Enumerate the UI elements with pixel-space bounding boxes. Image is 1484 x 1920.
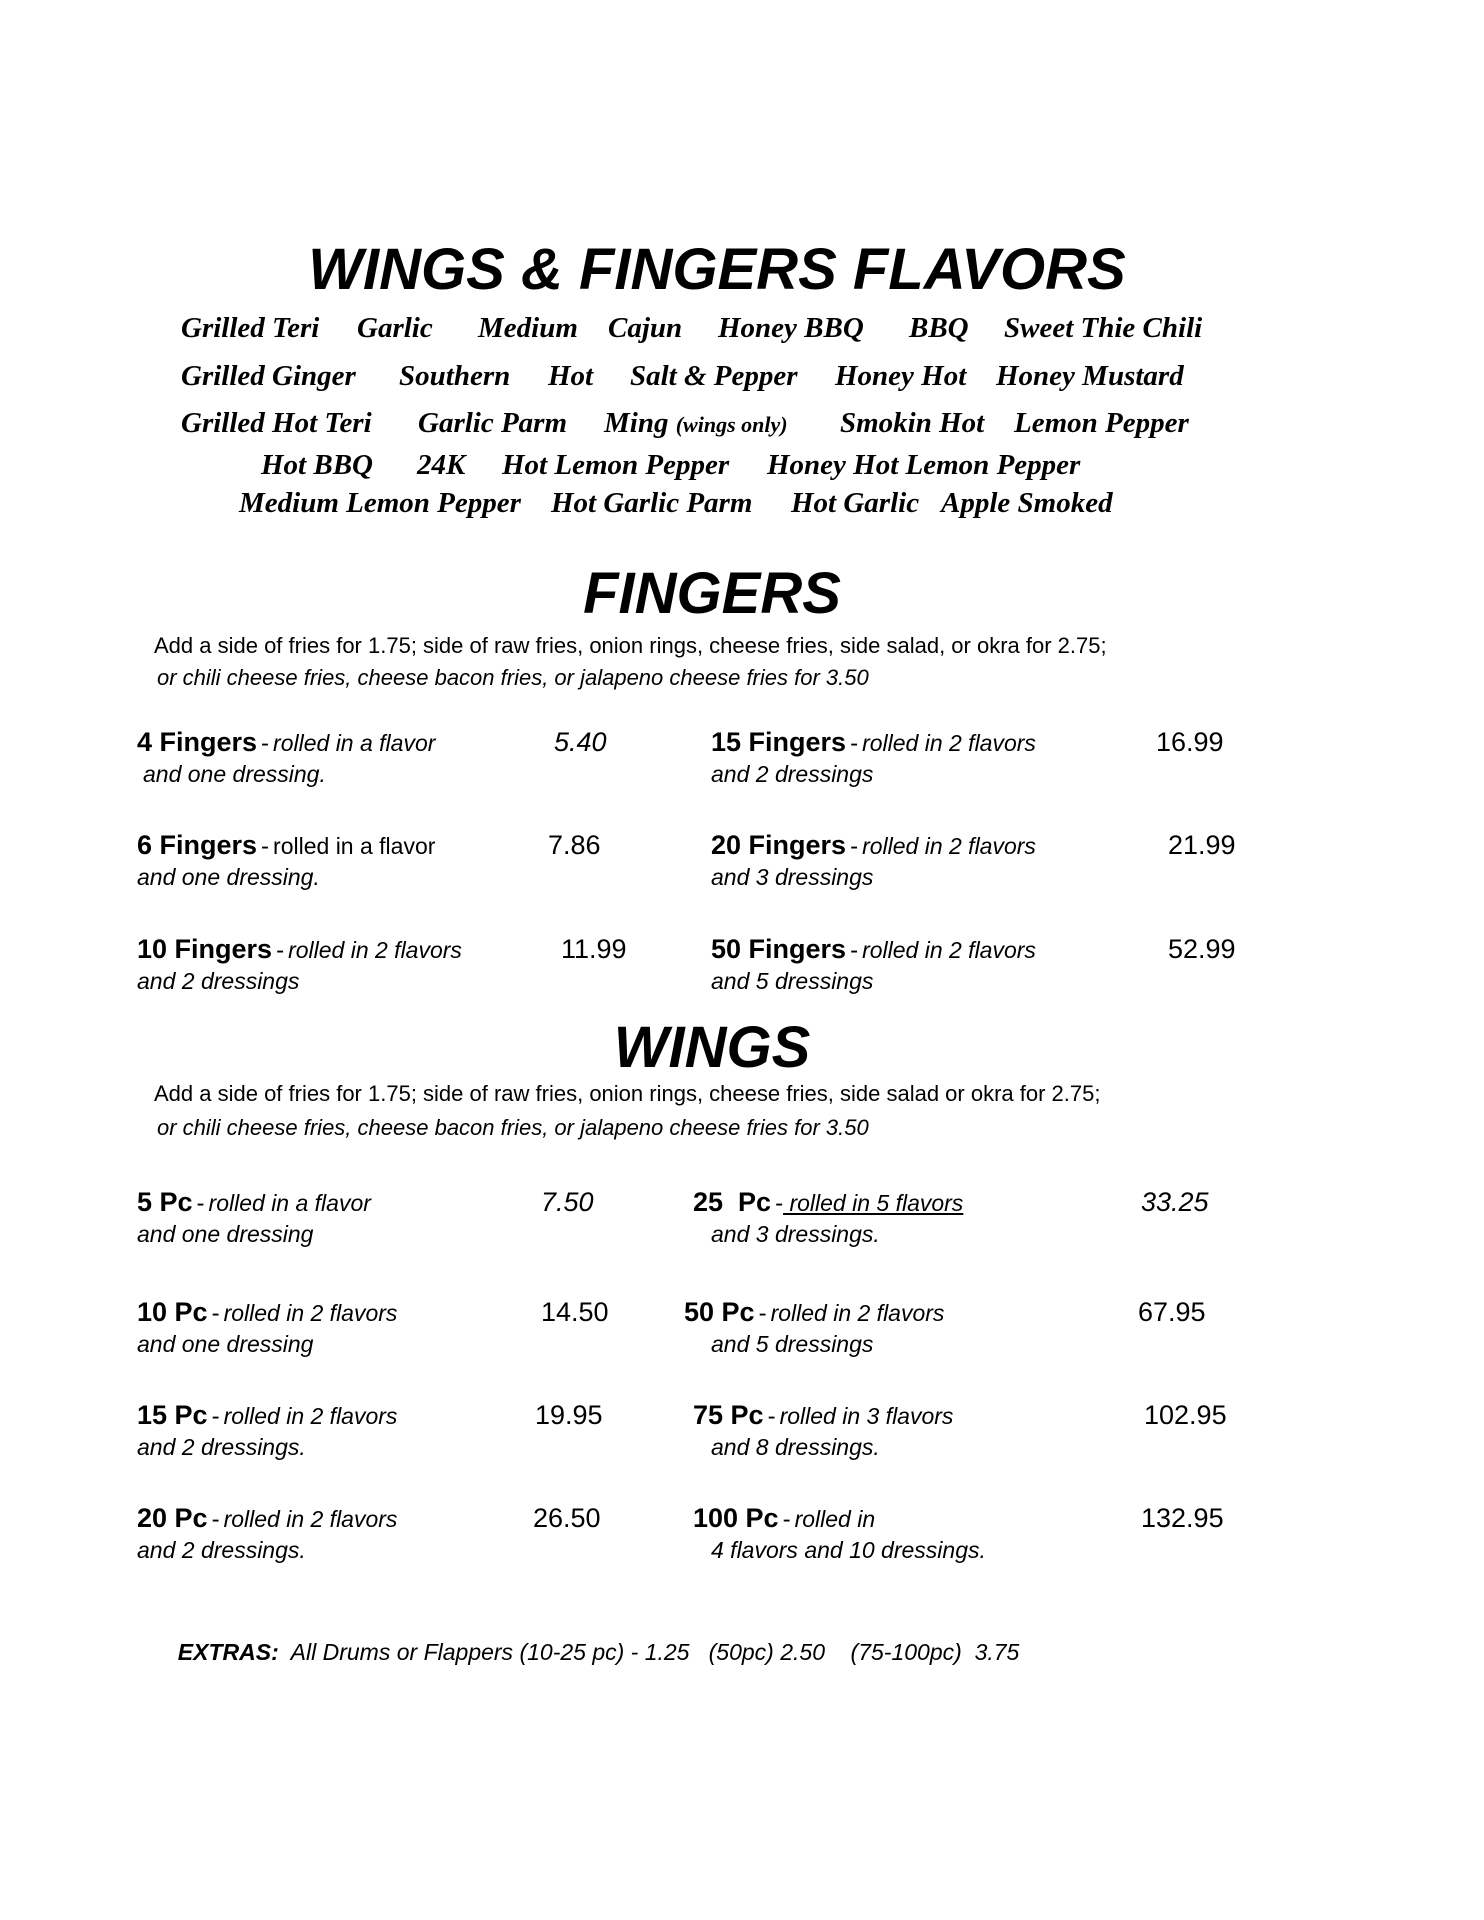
- item-dash: -: [850, 730, 859, 757]
- item-price: 33.25: [1141, 1187, 1209, 1217]
- item-description: rolled in: [794, 1506, 876, 1532]
- flavor-item: Honey BBQ: [718, 312, 864, 344]
- item-name: 10 Pc: [137, 1297, 208, 1327]
- item-description-2: and 2 dressings.: [137, 1434, 306, 1460]
- page-title: WINGS & FINGERS FLAVORS: [308, 237, 1126, 302]
- flavor-item: Grilled Hot Teri: [181, 407, 372, 439]
- flavor-item: Smokin Hot: [840, 407, 985, 439]
- item-price: 26.50: [533, 1503, 601, 1533]
- item-dash: -: [261, 730, 270, 757]
- flavor-item: BBQ: [909, 312, 969, 344]
- flavor-item: Hot Lemon Pepper: [502, 449, 730, 481]
- item-price: 19.95: [535, 1400, 603, 1430]
- item-description: rolled in 2 flavors: [288, 937, 462, 963]
- item-price: 21.99: [1168, 830, 1236, 860]
- item-description: rolled in 2 flavors: [223, 1300, 398, 1326]
- item-description-2: and 5 dressings: [711, 1331, 874, 1357]
- flavor-item: Hot: [548, 360, 594, 392]
- item-name: 100 Pc: [693, 1503, 779, 1533]
- item-price: 16.99: [1156, 727, 1224, 757]
- item-name: 15 Fingers: [711, 727, 847, 757]
- item-name: 20 Fingers: [711, 830, 847, 860]
- flavor-item: Southern: [399, 360, 511, 392]
- item-dash: -: [850, 833, 859, 860]
- item-price: 102.95: [1144, 1400, 1227, 1430]
- flavor-item: Honey Hot Lemon Pepper: [767, 449, 1081, 481]
- item-price: 132.95: [1141, 1503, 1224, 1533]
- item-description-2: and 3 dressings: [711, 864, 874, 890]
- item-description: rolled in 5 flavors: [783, 1190, 964, 1216]
- item-price: 5.40: [554, 727, 607, 757]
- item-dash: -: [758, 1300, 767, 1327]
- item-description-2: and 3 dressings.: [711, 1221, 880, 1247]
- item-description-2: 4 flavors and 10 dressings.: [711, 1537, 986, 1563]
- item-name: 5 Pc: [137, 1187, 193, 1217]
- flavor-item: Honey Mustard: [996, 360, 1184, 392]
- fingers-heading: FINGERS: [583, 561, 841, 626]
- item-price: 14.50: [541, 1297, 609, 1327]
- item-dash: -: [211, 1300, 220, 1327]
- item-description-2: and one dressing: [137, 1331, 314, 1357]
- flavor-item: Garlic Parm: [418, 407, 568, 439]
- flavor-item: Medium Lemon Pepper: [239, 487, 521, 519]
- item-price: 7.86: [548, 830, 601, 860]
- flavor-item: Cajun: [608, 312, 683, 344]
- item-dash: -: [775, 1190, 784, 1217]
- flavor-note: (wings only): [675, 412, 788, 437]
- item-description-2: and one dressing.: [143, 761, 326, 787]
- item-description-2: and 2 dressings.: [137, 1537, 306, 1563]
- extras-line: [165, 1612, 1019, 1666]
- extras-label: EXTRAS:: [177, 1639, 279, 1665]
- flavor-item: Grilled Ginger: [181, 360, 356, 392]
- flavor-item: Honey Hot: [835, 360, 967, 392]
- flavor-item: 24K: [417, 449, 466, 481]
- flavor-item: Salt & Pepper: [630, 360, 798, 392]
- flavor-item: Grilled Teri: [181, 312, 320, 344]
- wings-side-note: Add a side of fries for 1.75; side of raw fries, onion rings, cheese fries, side salad or okra for 2.75;: [154, 1081, 1101, 1106]
- item-price: 11.99: [561, 934, 627, 964]
- fingers-side-note-2: or chili cheese fries, cheese bacon fries, or jalapeno cheese fries for 3.50: [157, 665, 869, 690]
- item-description-2: and one dressing: [137, 1221, 314, 1247]
- item-price: 67.95: [1138, 1297, 1206, 1327]
- item-name: 50 Fingers: [711, 934, 847, 964]
- item-description: rolled in 2 flavors: [862, 730, 1036, 756]
- item-description-2: and 2 dressings: [711, 761, 874, 787]
- flavor-item: Apple Smoked: [941, 487, 1113, 519]
- item-dash: -: [782, 1506, 791, 1533]
- item-description: rolled in 2 flavors: [862, 833, 1036, 859]
- item-description: rolled in 2 flavors: [862, 937, 1036, 963]
- item-description: rolled in a flavor: [273, 730, 436, 756]
- item-name: 25 Pc: [693, 1187, 772, 1217]
- item-description: rolled in 3 flavors: [779, 1403, 954, 1429]
- item-description-2: and 5 dressings: [711, 968, 874, 994]
- flavor-item: Garlic: [357, 312, 433, 344]
- wings-side-note-2: or chili cheese fries, cheese bacon fries, or jalapeno cheese fries for 3.50: [157, 1115, 869, 1140]
- item-dash: -: [211, 1403, 220, 1430]
- item-dash: -: [211, 1506, 220, 1533]
- item-description: rolled in 2 flavors: [223, 1403, 398, 1429]
- flavor-item: Sweet Thie Chili: [1004, 312, 1203, 344]
- item-price: 7.50: [541, 1187, 594, 1217]
- item-price: 52.99: [1168, 934, 1236, 964]
- fingers-side-note: Add a side of fries for 1.75; side of raw fries, onion rings, cheese fries, side salad, or okra for 2.75;: [154, 633, 1107, 658]
- item-dash: -: [196, 1190, 205, 1217]
- flavor-item: Hot Garlic: [791, 487, 920, 519]
- item-dash: -: [261, 833, 270, 860]
- item-description-2: and 2 dressings: [137, 968, 300, 994]
- extras-text: All Drums or Flappers (10-25 pc) - 1.25 (50pc) 2.50 (75-100pc) 3.75: [290, 1639, 1020, 1665]
- item-name: 15 Pc: [137, 1400, 208, 1430]
- item-description-2: and 8 dressings.: [711, 1434, 880, 1460]
- item-name: 4 Fingers: [137, 727, 258, 757]
- flavor-item: Hot BBQ: [261, 449, 373, 481]
- item-dash: -: [850, 937, 859, 964]
- item-description: rolled in 2 flavors: [770, 1300, 945, 1326]
- flavor-item: Hot Garlic Parm: [551, 487, 753, 519]
- item-description: rolled in a flavor: [208, 1190, 371, 1216]
- item-description: rolled in a flavor: [273, 833, 436, 859]
- item-name: 75 Pc: [693, 1400, 764, 1430]
- item-dash: -: [767, 1403, 776, 1430]
- item-dash: -: [276, 937, 285, 964]
- flavor-item: Ming (wings only): [604, 407, 788, 439]
- flavor-item: Lemon Pepper: [1014, 407, 1189, 439]
- item-name: 10 Fingers: [137, 934, 273, 964]
- item-description: rolled in 2 flavors: [223, 1506, 398, 1532]
- item-description-2: and one dressing.: [137, 864, 320, 890]
- wings-heading: WINGS: [613, 1015, 811, 1080]
- item-name: 6 Fingers: [137, 830, 258, 860]
- item-name: 20 Pc: [137, 1503, 208, 1533]
- item-name: 50 Pc: [684, 1297, 755, 1327]
- flavor-item: Medium: [478, 312, 578, 344]
